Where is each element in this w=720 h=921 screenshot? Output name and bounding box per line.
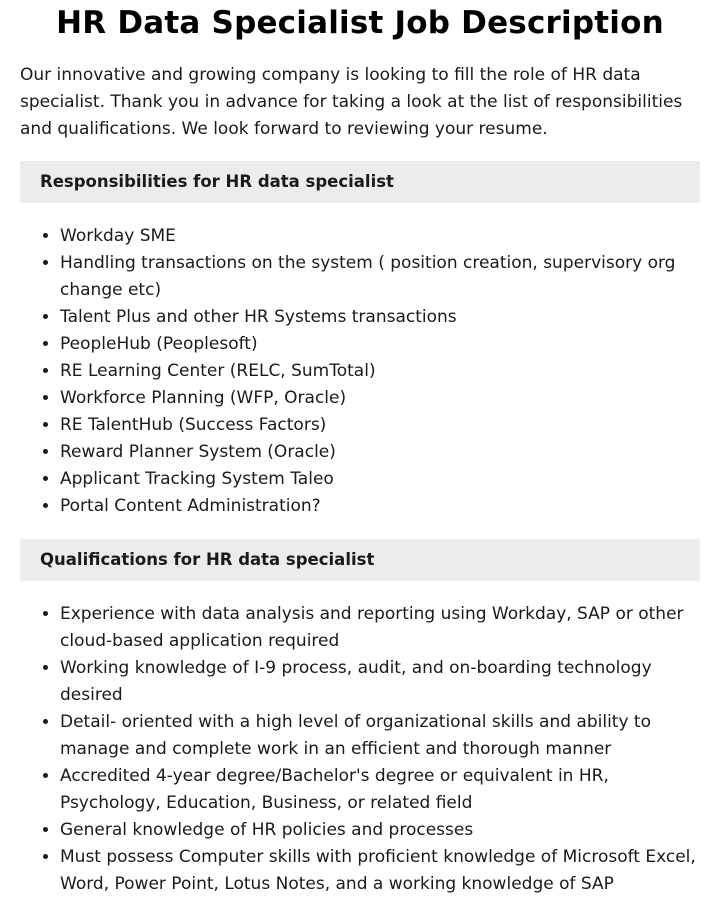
list-item: • Handling transactions on the system ( position creation, supervisory org change etc) xyxy=(60,250,700,304)
list-item: • Accredited 4-year degree/Bachelor's degree or equivalent in HR, Psychology, Education, Business, or related field xyxy=(60,763,700,817)
list-item: • Portal Content Administration? xyxy=(60,493,700,520)
list-item: • Talent Plus and other HR Systems transactions xyxy=(60,304,700,331)
list-item: • Experience with data analysis and reporting using Workday, SAP or other cloud-based application required xyxy=(60,601,700,655)
responsibilities-list xyxy=(20,223,700,520)
list-item: • RE Learning Center (RELC, SumTotal) xyxy=(60,358,700,385)
intro-paragraph: Our innovative and growing company is looking to fill the role of HR data specialist. Thank you in advance for taking a look at the list of responsibilities and qualifications. We look forward to reviewing your resume. xyxy=(20,65,683,139)
responsibilities-heading: Responsibilities for HR data specialist xyxy=(20,161,700,203)
qualifications-heading: Qualifications for HR data specialist xyxy=(20,539,700,581)
list-item: • RE TalentHub (Success Factors) xyxy=(60,412,700,439)
list-item: • Workday SME xyxy=(60,223,700,250)
list-item: • Workforce Planning (WFP, Oracle) xyxy=(60,385,700,412)
list-item: • Detail- oriented with a high level of organizational skills and ability to manage and complete work in an efficient and thorough manner xyxy=(60,709,700,763)
page-title: HR Data Specialist Job Description xyxy=(56,5,664,41)
list-item: • PeopleHub (Peoplesoft) xyxy=(60,331,700,358)
qualifications-list xyxy=(20,601,700,898)
list-item: • Must possess Computer skills with proficient knowledge of Microsoft Excel, Word, Power Point, Lotus Notes, and a working knowledge of SAP xyxy=(60,844,700,898)
list-item: • Working knowledge of I-9 process, audit, and on-boarding technology desired xyxy=(60,655,700,709)
list-item: • Reward Planner System (Oracle) xyxy=(60,439,700,466)
list-item: • Applicant Tracking System Taleo xyxy=(60,466,700,493)
list-item: • General knowledge of HR policies and processes xyxy=(60,817,700,844)
